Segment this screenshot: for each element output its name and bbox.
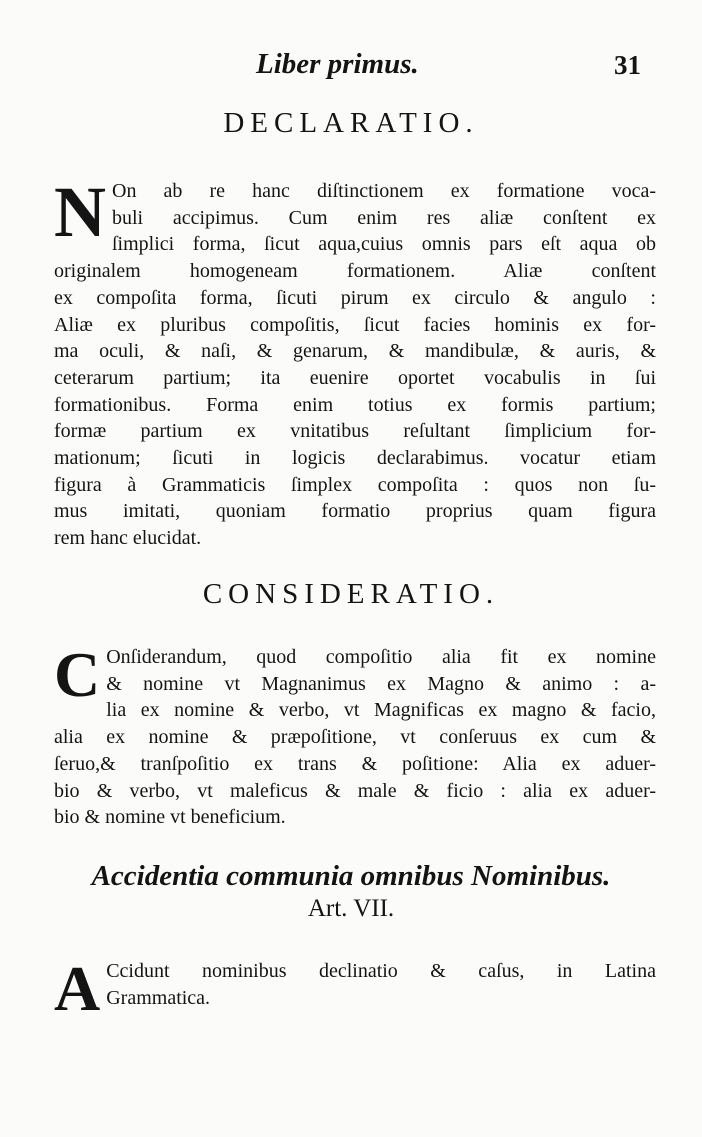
- text-line: figura à Grammaticis ſimplex compoſita : quos non ſu-: [54, 473, 656, 496]
- text-line: rem hanc elucidat.: [54, 527, 202, 550]
- text-line: ſimplici forma, ſicut aqua,cuius omnis pars eſt aqua ob: [112, 233, 656, 256]
- page-number: 31: [614, 50, 641, 80]
- text-line: formationibus. Forma enim totius ex formis partium;: [54, 393, 656, 416]
- article-number: Art. VII.: [307, 895, 395, 922]
- text-line: mus imitati, quoniam formatio proprius quam figura: [54, 500, 656, 523]
- text-line: lia ex nomine & verbo, vt Magnificas ex magno & facio,: [106, 699, 656, 722]
- drop-cap-n: N: [54, 172, 106, 252]
- text-line: Aliæ ex pluribus compoſitis, ſicut facies hominis ex for-: [54, 313, 656, 336]
- text-line: buli accipimus. Cum enim res aliæ conſtent ex: [112, 206, 656, 229]
- text-line: & nomine vt Magnanimus ex Magno & animo : a-: [106, 672, 656, 695]
- text-line: mationum; ſicuti in logicis declarabimus. vocatur etiam: [54, 447, 656, 470]
- consideratio-heading: CONSIDERATIO.: [202, 578, 500, 610]
- text-line: ma oculi, & naſi, & genarum, & mandibulæ, & auris, &: [54, 340, 656, 363]
- text-line: originalem homogeneam formationem. Aliæ conſtent: [54, 260, 656, 283]
- text-line: Ccidunt nominibus declinatio & caſus, in Latina: [106, 960, 656, 982]
- drop-cap-c: C: [54, 639, 101, 710]
- text-line: On ab re hanc diſtinctionem ex formatione voca-: [112, 180, 656, 202]
- text-line: Grammatica.: [106, 986, 211, 1009]
- text-line: Onſiderandum, quod compoſitio alia fit ex nomine: [106, 646, 656, 668]
- drop-cap-a: A: [54, 953, 101, 1024]
- accidentia-title: Accidentia communia omnibus Nominibus.: [91, 860, 611, 892]
- consideratio-paragraph: [54, 639, 656, 831]
- accidentia-paragraph: [54, 953, 656, 1024]
- text-line: ceterarum partium; ita euenire oportet vocabulis in ſui: [54, 366, 656, 389]
- running-title: Liber primus.: [256, 48, 419, 80]
- declaratio-heading: DECLARATIO.: [223, 107, 479, 139]
- declaratio-paragraph: [54, 172, 656, 552]
- text-line: ſeruo,& tranſpoſitio ex trans & poſitione: Alia ex aduer-: [54, 752, 656, 775]
- text-line: bio & nomine vt beneficium.: [54, 806, 286, 829]
- text-line: ex compoſita forma, ſicuti pirum ex circulo & angulo :: [54, 286, 656, 309]
- text-line: bio & verbo, vt maleficus & male & ficio : alia ex aduer-: [54, 779, 656, 802]
- text-line: alia ex nomine & præpoſitione, vt conſeruus ex cum &: [54, 726, 656, 749]
- running-head: [0, 44, 702, 88]
- text-line: formæ partium ex vnitatibus reſultant ſimplicium for-: [54, 420, 656, 443]
